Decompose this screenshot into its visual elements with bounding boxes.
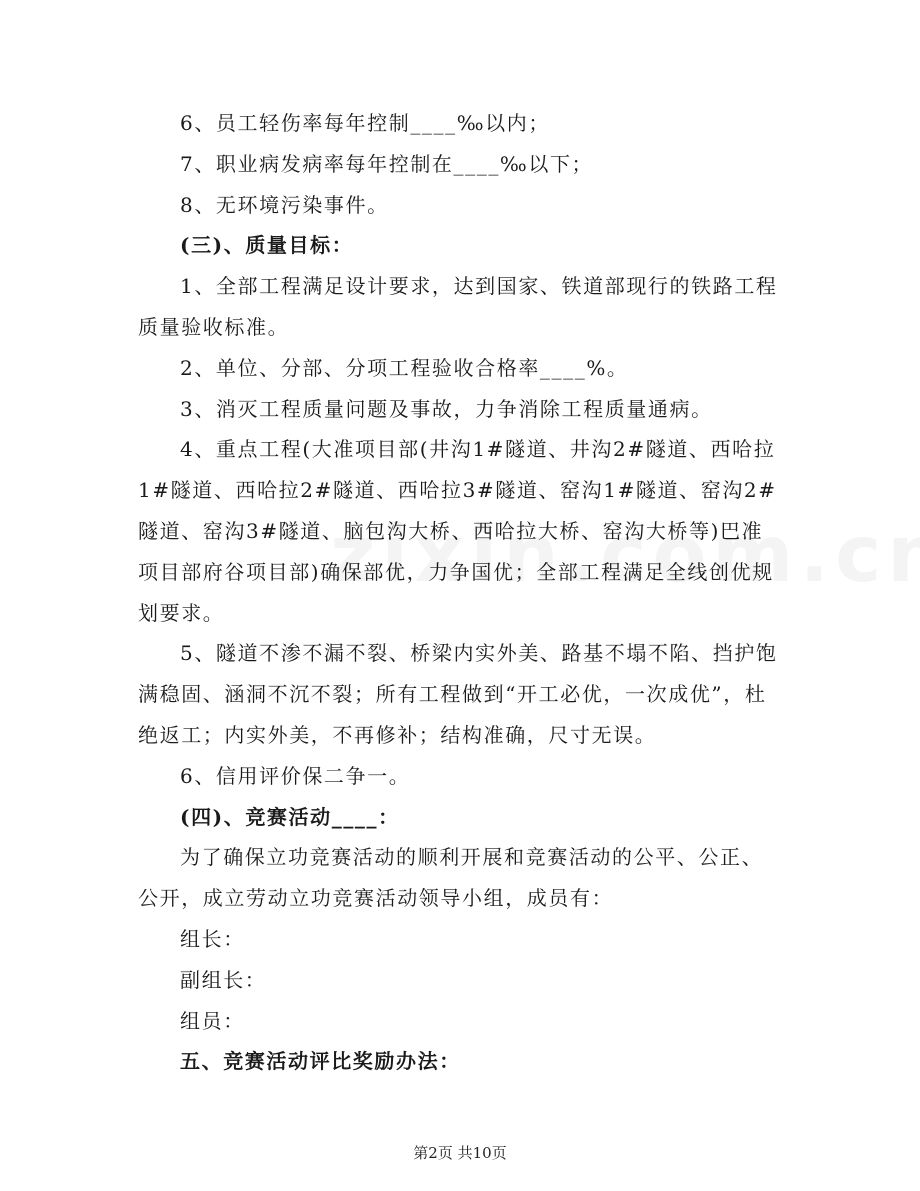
paragraph-7-occupational-disease: 7、职业病发病率每年控制在____‰以下； [180,151,594,176]
paragraph-competition-intro: 为了确保立功竞赛活动的顺利开展和竞赛活动的公平、公正、公开，成立劳动立功竞赛活动领导小组，成员有： [138,845,764,911]
paragraph-6-minor-injury: 6、员工轻伤率每年控制____‰以内； [180,111,550,135]
paragraph-members: 组员： [180,1008,245,1033]
paragraph-deputy-leader: 副组长： [180,967,267,992]
section-heading-quality-goals: (三)、质量目标： [180,233,354,258]
document-body [138,103,783,1082]
paragraph-8-no-pollution: 8、无环境污染事件。 [180,192,389,217]
paragraph-quality-2: 2、单位、分部、分项工程验收合格率____%。 [180,355,629,380]
paragraph-quality-1: 1、全部工程满足设计要求，达到国家、铁道部现行的铁路工程质量验收标准。 [138,274,778,339]
paragraph-quality-6: 6、信用评价保二争一。 [180,763,411,788]
paragraph-group-leader: 组长： [180,926,245,951]
paragraph-quality-5: 5、隧道不渗不漏不裂、桥梁内实外美、路基不塌不陷、挡护饱满稳固、涵洞不沉不裂；所有工程做到“开工必优，一次成优”，杜绝返工；内实外美，不再修补；结构准确，尺寸无误。 [138,641,778,747]
page-footer: 第2页 共10页 [413,1144,507,1162]
paragraph-quality-4: 4、重点工程(大准项目部(井沟1#隧道、井沟2#隧道、西哈拉1#隧道、西哈拉2#隧道、西哈拉3#隧道、窑沟1#隧道、窑沟2#隧道、窑沟3#隧道、脑包沟大桥、西哈拉大桥、窑沟大桥等)巴准项目部府谷项目部)确保部优，力争国优；全部工程满足全线创优规划要求。 [138,437,777,625]
paragraph-quality-3: 3、消灭工程质量问题及事故，力争消除工程质量通病。 [180,396,713,421]
section-heading-competition: (四)、竞赛活动____： [180,804,400,829]
section-heading-awards: 五、竞赛活动评比奖励办法： [180,1049,461,1074]
